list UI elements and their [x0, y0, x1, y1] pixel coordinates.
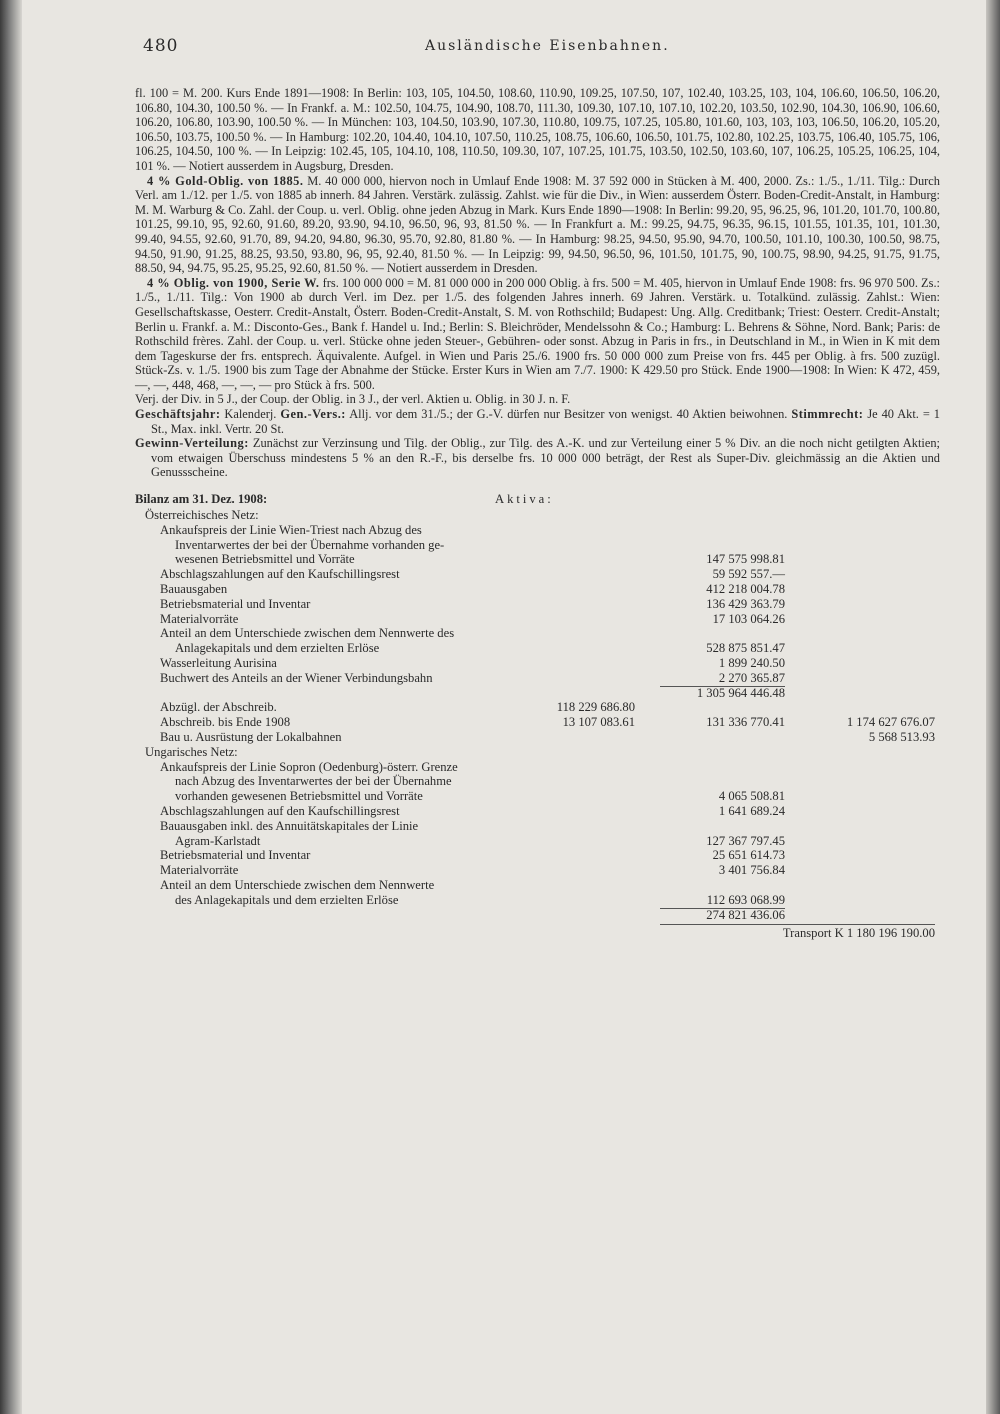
paragraph-verjaehrung: Verj. der Div. in 5 J., der Coup. der Oblig. in 3 J., der verl. Aktien u. Oblig. in 30 J. n. F. — [135, 392, 571, 407]
ledger-label: Anteil an dem Unterschiede zwischen dem Nennwerte des — [160, 626, 455, 641]
scan-shadow-left — [0, 0, 22, 1414]
text-stimmrecht: Je 40 Akt. = 1 St., Max. inkl. Vertr. 20 St. — [151, 407, 940, 436]
ledger-row — [135, 612, 940, 627]
paragraph-kurse-aktien: fl. 100 = M. 200. Kurs Ende 1891—1908: In Berlin: 103, 105, 104.50, 108.60, 110.90, 109.25, 107.50, 107, 102.40, 103.25, 103, 104, 106.60, 106.50, 106.20, 106.80, 104.30, 100.50 %. — In Frankf. a. M.: 102.50, 104.75, 104.90, 108.70, 111.30, 109.30, 107.10, 107.10, 102.20, 103.50, 102.90, 104.30, 106.90, 106.60, 106.20, 106.80, 103.90, 100.50 %. — In München: 103, 104.50, 103.90, 107.30, 110.80, 109.75, 107.25, 105.80, 101.60, 103, 103, 103, 106.50, 106.20, 105.20, 106.50, 103.75, 100.50 %. — In Hamburg: 102.20, 104.40, 104.10, 107.50, 110.25, 108.75, 106.60, 106.50, 101.75, 102.80, 102.25, 103.75, 106.40, 105.75, 106, 106.25, 104.50, 100 %. — In Leipzig: 102.45, 105, 104.10, 108, 110.50, 109.30, 107, 107.25, 101.75, 103.50, 102.50, 103.60, 107, 106.25, 105.25, 106.25, 104, 101 %. — Notiert ausserdem in Augsburg, Dresden. — [135, 86, 940, 173]
ledger-label: Abschlagszahlungen auf den Kaufschillingsrest — [160, 567, 400, 582]
text-gewinn-verteilung: Zunächst zur Verzinsung und Tilg. der Oblig., zur Tilg. des A.-K. und zur Verteilung einer 5 % Div. an die noch nicht getilgten Aktien; vom etwaigen Überschuss mindestens 5 % an den R.-F., bis derselbe frs. 10 000 000 beträgt, der Rest als Super-Div. gleichmässig an die Aktien und Genussscheine. — [151, 436, 940, 480]
ledger-label: Agram-Karlstadt — [175, 833, 261, 848]
ledger-label: wesenen Betriebsmittel und Vorräte — [175, 552, 355, 567]
text-oblig-1900: frs. 100 000 000 = M. 81 000 000 in 200 000 Oblig. à frs. 500 = M. 405, hiervon in Umlauf Ende 1908: frs. 96 970 500. Zs.: 1./5., 1./11. Tilg.: Von 1900 ab durch Verl. im Dez. per 1./5. des folgenden Jahres innerh. 69 Jahren. Verstärk. u. Totalkünd. zulässig. Zahlst.: Wien: Gesellschaftskasse, Oesterr. Credit-Anstalt, Österr. Boden-Credit-Anstalt, S. M. von Rothschild; Budapest: Ung. Allg. Creditbank; Triest: Oesterr. Credit-Anstalt; Berlin u. Frankf. a. M.: Disconto-Ges., Bank f. Handel u. Ind.; Berlin: S. Bleichröder, Mendelssohn & Co.; Hamburg: L. Behrens & Söhne, Nord. Bank; Paris: de Rothschild frères. Zahl. der Coup. u. verl. Stücke ohne jeden Steuer-, Gebühren- oder sonst. Abzug in Paris in frs., in Deutschland in M., in Wien in K mit dem dem Tageskurse der frs. entsprech. Äquivalente. Aufgel. in Wien und Paris 25./6. 1900 frs. 50 000 000 zum Preise von frs. 445 per Oblig. à frs. 500 zuzügl. Stück-Zs. v. 1./5. 1900 bis zum Tage der Abnahme der Stücke. Erster Kurs in Wien am 7./7. 1900: K 429.50 pro Stück. Ende 1900—1908: In Wien: K 472, 459, —, —, 448, 468, —, —, — pro Stück à frs. 500. — [135, 275, 940, 392]
ledger-label: Betriebsmaterial und Inventar — [160, 596, 311, 611]
transport-row — [135, 926, 940, 941]
ledger-label: Bauausgaben — [160, 582, 228, 597]
ledger-row — [135, 848, 940, 863]
ledger-amount: 59 592 557.— — [712, 567, 785, 582]
ledger-row — [135, 834, 940, 849]
ledger-label: Inventarwertes der bei der Übernahme vorhanden ge- — [175, 537, 445, 552]
heading-stimmrecht: Stimmrecht: — [791, 407, 864, 422]
ledger-label: Ankaufspreis der Linie Wien-Triest nach Abzug des — [160, 522, 422, 537]
ledger-amount: 13 107 083.61 — [562, 715, 635, 730]
ledger-label: des Anlagekapitals und dem erzielten Erlöse — [175, 892, 399, 907]
ledger-sum: 1 305 964 446.48 — [696, 685, 785, 700]
ledger-label: Bau u. Ausrüstung der Lokalbahnen — [160, 729, 342, 744]
running-head: Ausländische Eisenbahnen. — [425, 38, 670, 54]
ledger-amount: 147 575 998.81 — [706, 552, 785, 567]
ledger-row — [135, 715, 940, 730]
ledger-amount: 1 641 689.24 — [718, 803, 785, 818]
ledger-row — [135, 760, 940, 775]
ledger-row — [135, 789, 940, 804]
section-heading — [135, 745, 940, 760]
ledger-row — [135, 626, 940, 641]
ledger-label: vorhanden gewesenen Betriebsmittel und Vorräte — [175, 789, 423, 804]
ledger-label: Betriebsmaterial und Inventar — [160, 848, 311, 863]
text-gen-vers: Allj. vor dem 31./5.; der G.-V. dürfen nur Besitzer von wenigst. 40 Aktien beiwohnen. — [349, 407, 788, 422]
ledger-row — [135, 567, 940, 582]
ledger-amount: 127 367 797.45 — [706, 833, 785, 848]
paragraph-geschaeftsjahr — [135, 407, 940, 436]
ledger-row — [135, 656, 940, 671]
bilanz-header — [135, 492, 940, 508]
text-gold-oblig: M. 40 000 000, hiervon noch in Umlauf Ende 1908: M. 37 592 000 in Stücken à M. 400, 2000. Zs.: 1./5., 1./11. Tilg.: Durch Verl. am 1./12. per 1./5. von 1885 ab innerh. 84 Jahren. Verstärk. zulässig. Zahlst. wie für die Div., in Wien: ausserdem Österr. Boden-Credit-Anstalt, in Hamburg: M. M. Warburg & Co. Zahl. der Coup. u. verl. Oblig. ohne jeden Abzug in Mark. Kurs Ende 1890—1908: In Berlin: 99.20, 95, 96.25, 96, 101.20, 101.70, 100.80, 101.25, 99.10, 95, 92.60, 91.60, 89.20, 93.90, 94.10, 96.50, 96, 93, 81.50 %. — In Frankfurt a. M.: 99.25, 94.75, 96.35, 96.15, 101.55, 101.35, 101, 101.30, 99.40, 94.55, 92.60, 91.70, 89, 94.20, 94.80, 96.30, 95.70, 92.80, 81.80 %. — In Hamburg: 98.25, 94.50, 95.90, 94.70, 100.50, 101.10, 100.30, 100.50, 98.75, 94.50, 91.90, 91.25, 88.25, 93.50, 93.80, 96, 95, 92.40, 81.50 %. — In Leipzig: 99, 94.50, 96.50, 96, 101.50, 101.75, 90, 100.75, 98.90, 94.25, 91.75, 91.75, 88.50, 94, 94.75, 95.25, 95.25, 92.60, 81.50 %. — Notiert ausserdem in Dresden. — [135, 173, 940, 276]
ledger-amount: 118 229 686.80 — [556, 700, 635, 715]
ledger-amount: 25 651 614.73 — [712, 848, 785, 863]
ledger-label: Anlagekapitals und dem erzielten Erlöse — [175, 641, 380, 656]
ledger-total: 5 568 513.93 — [868, 729, 935, 744]
ledger-amount: 2 270 365.87 — [718, 670, 785, 685]
section-hungarian-network: Ungarisches Netz: — [145, 744, 238, 759]
body-text — [135, 86, 940, 480]
ledger-label: Materialvorräte — [160, 863, 239, 878]
heading-gold-oblig: 4 % Gold-Oblig. von 1885. — [147, 173, 304, 188]
ledger-label: Abschlagszahlungen auf den Kaufschillingsrest — [160, 803, 400, 818]
ledger-sum-row — [135, 908, 940, 923]
bilanz-title: Bilanz am 31. Dez. 1908: — [135, 492, 268, 507]
section-heading — [135, 508, 940, 523]
ledger-row — [135, 641, 940, 656]
ledger-row — [135, 700, 940, 715]
ledger-amount: 528 875 851.47 — [706, 641, 785, 656]
ledger-row — [135, 671, 940, 686]
heading-oblig-1900: 4 % Oblig. von 1900, Serie W. — [147, 275, 320, 290]
ledger-label: nach Abzug des Inventarwertes der bei der Übernahme — [175, 774, 452, 789]
ledger-amount: 4 065 508.81 — [718, 789, 785, 804]
ledger-row — [135, 582, 940, 597]
ledger-row — [135, 774, 940, 789]
ledger-amount: 3 401 756.84 — [718, 863, 785, 878]
ledger-row — [135, 804, 940, 819]
ledger-row — [135, 597, 940, 612]
ledger-label: Wasserleitung Aurisina — [160, 656, 277, 670]
transport-total: Transport K 1 180 196 190.00 — [782, 926, 935, 941]
ledger-row — [135, 863, 940, 878]
ledger-row — [135, 878, 940, 893]
ledger-row — [135, 552, 940, 567]
ledger-row — [135, 730, 940, 745]
text-geschaeftsjahr: Kalenderj. — [224, 407, 277, 422]
ledger-total: 1 174 627 676.07 — [846, 715, 935, 730]
heading-geschaeftsjahr: Geschäftsjahr: — [135, 407, 221, 422]
bilanz-ledger — [135, 508, 940, 941]
heading-gewinn-verteilung: Gewinn-Verteilung: — [135, 436, 249, 451]
bilanz-side-label: Aktiva: — [495, 492, 554, 507]
ledger-amount: 131 336 770.41 — [706, 715, 785, 730]
ledger-amount: 412 218 004.78 — [706, 582, 785, 597]
ledger-sum: 274 821 436.06 — [706, 907, 785, 922]
page-header — [135, 30, 940, 70]
ledger-label: Abschreib. bis Ende 1908 — [160, 715, 291, 730]
ledger-label: Abzügl. der Abschreib. — [160, 700, 277, 715]
paragraph-gewinn-verteilung — [135, 436, 940, 480]
ledger-row — [135, 819, 940, 834]
paragraph-gold-oblig — [135, 174, 940, 276]
ledger-label: Bauausgaben inkl. des Annuitätskapitales der Linie — [160, 818, 419, 833]
paragraph-oblig-1900 — [135, 276, 940, 393]
ledger-row — [135, 523, 940, 538]
scan-shadow-right — [986, 0, 1000, 1414]
heading-gen-vers: Gen.-Vers.: — [280, 407, 346, 422]
ledger-amount: 112 693 068.99 — [706, 892, 785, 907]
ledger-amount: 1 899 240.50 — [718, 656, 785, 670]
ledger-row — [135, 893, 940, 908]
ledger-amount: 136 429 363.79 — [706, 596, 785, 611]
transport-rule — [660, 924, 935, 925]
document-page — [135, 30, 940, 1380]
page-number: 480 — [143, 36, 179, 56]
ledger-label: Anteil an dem Unterschiede zwischen dem Nennwerte — [160, 877, 435, 892]
ledger-label: Ankaufspreis der Linie Sopron (Oedenburg)-österr. Grenze — [160, 759, 458, 774]
section-austrian-network: Österreichisches Netz: — [145, 508, 259, 523]
ledger-row — [135, 538, 940, 553]
ledger-label: Buchwert des Anteils an der Wiener Verbindungsbahn — [160, 670, 433, 685]
ledger-label: Materialvorräte — [160, 611, 239, 626]
ledger-amount: 17 103 064.26 — [712, 611, 785, 626]
ledger-sum-row — [135, 686, 940, 701]
